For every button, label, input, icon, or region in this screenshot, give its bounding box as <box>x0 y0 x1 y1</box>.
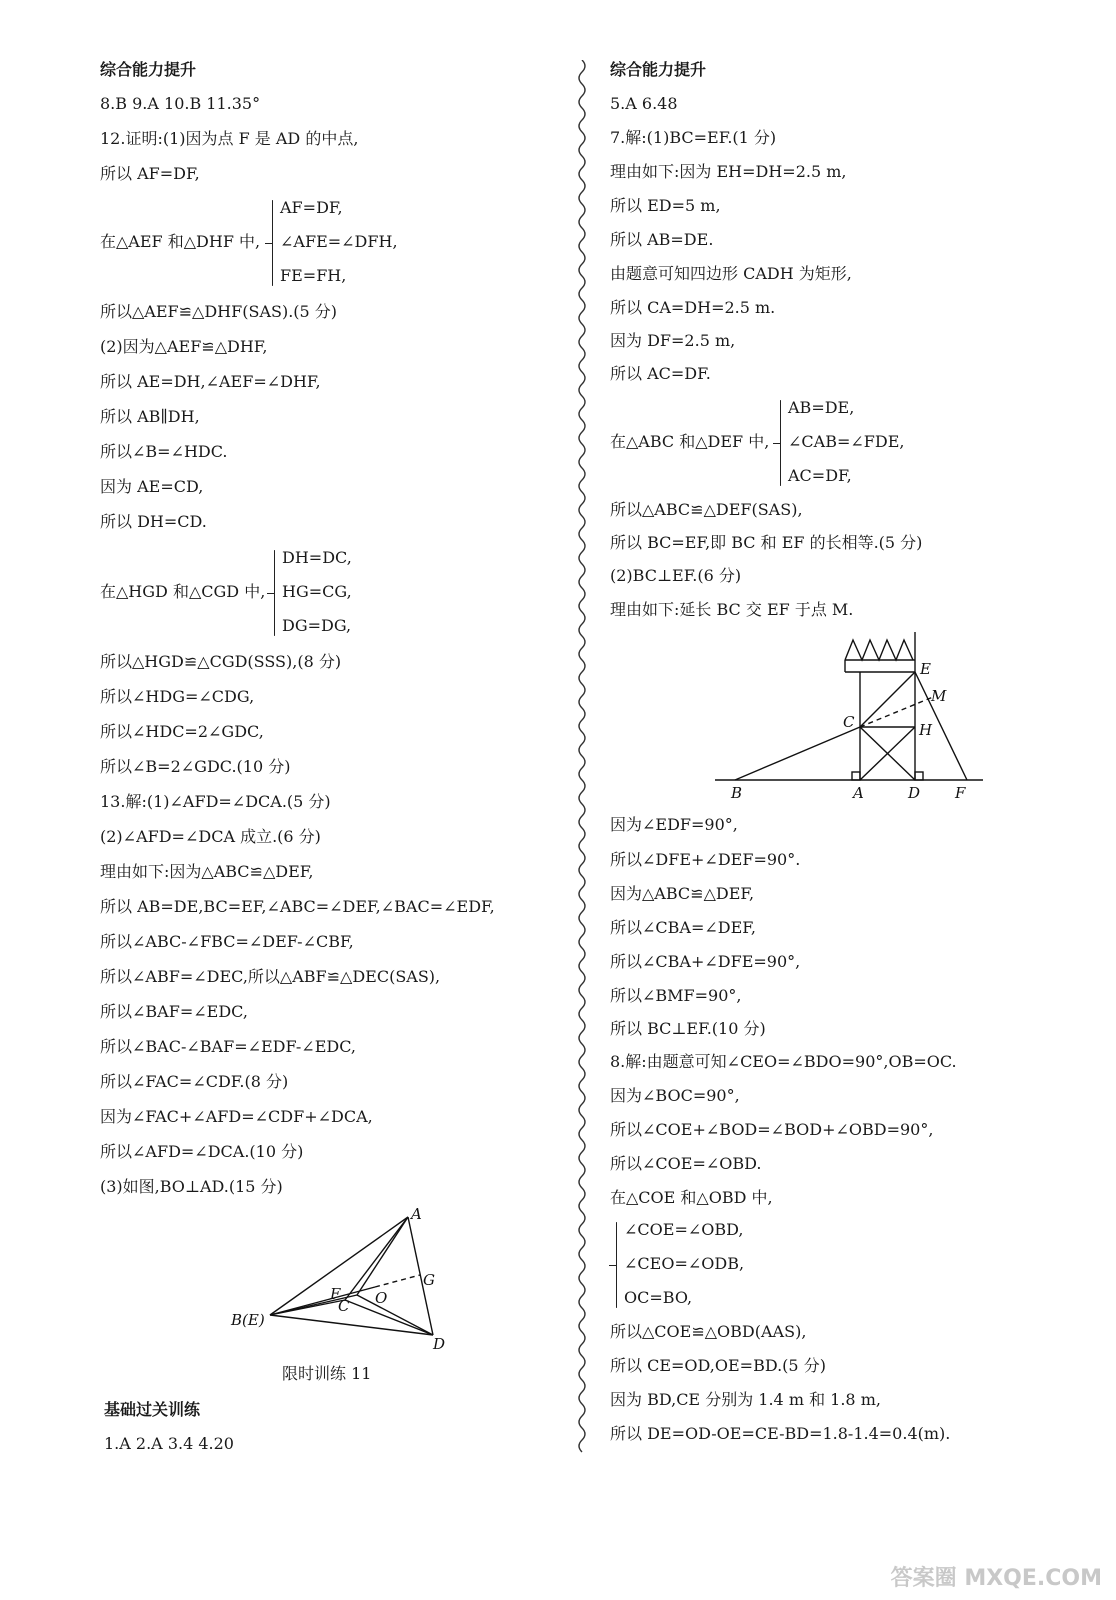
answer-line: 因为 DF=2.5 m, <box>610 331 736 350</box>
answer-line: 所以△COE≌△OBD(AAS), <box>610 1322 807 1341</box>
left-section-header-2: 基础过关训练 <box>104 1400 201 1419</box>
geometry-figure-2 <box>715 632 985 804</box>
answer-line: 所以∠HDG=∠CDG, <box>100 687 255 706</box>
answer-line: 因为∠BOC=90°, <box>610 1086 740 1105</box>
answer-line: 所以∠BAC-∠BAF=∠EDF-∠EDC, <box>100 1037 356 1056</box>
answer-line: 所以 DH=CD. <box>100 512 207 531</box>
answer-line: 13.解:(1)∠AFD=∠DCA.(5 分) <box>100 792 331 811</box>
column-divider <box>572 60 592 1460</box>
fig2-label: D <box>908 784 921 802</box>
answer-line: 因为∠EDF=90°, <box>610 815 738 834</box>
answer-line: 1.A 2.A 3.4 4.20 <box>104 1434 234 1453</box>
system-eq: DG=DG, <box>282 616 352 635</box>
answer-line: 所以 BC=EF,即 BC 和 EF 的长相等.(5 分) <box>610 533 923 552</box>
answer-line: 所以∠DFE+∠DEF=90°. <box>610 850 801 869</box>
answer-line: 所以 BC⊥EF.(10 分) <box>610 1019 766 1038</box>
system-intro: 在△HGD 和△CGD 中, <box>100 582 266 601</box>
answer-line: 理由如下:因为△ABC≌△DEF, <box>100 862 314 881</box>
answer-line: 所以 AB=DE. <box>610 230 714 249</box>
answer-line: 所以∠B=∠HDC. <box>100 442 228 461</box>
system-eq: ∠COE=∠OBD, <box>624 1220 744 1239</box>
answer-line: (2)∠AFD=∠DCA 成立.(6 分) <box>100 827 321 846</box>
system-intro: 在△AEF 和△DHF 中, <box>100 232 261 251</box>
system-eq: FE=FH, <box>280 266 347 285</box>
answer-line: 由题意可知四边形 CADH 为矩形, <box>610 264 852 283</box>
fig1-label: F <box>330 1285 341 1303</box>
answer-line: 因为 BD,CE 分别为 1.4 m 和 1.8 m, <box>610 1390 881 1409</box>
answer-line: (2)BC⊥EF.(6 分) <box>610 566 742 585</box>
answer-line: 所以 AF=DF, <box>100 164 200 183</box>
answer-line: 所以 AC=DF. <box>610 364 711 383</box>
system-eq: AC=DF, <box>788 466 852 485</box>
system-eq: AB=DE, <box>788 398 855 417</box>
answer-line: 因为 AE=CD, <box>100 477 204 496</box>
system-eq: HG=CG, <box>282 582 352 601</box>
fig1-label: B(E) <box>231 1311 265 1329</box>
fig2-label: B <box>731 784 743 802</box>
system-eq: ∠CAB=∠FDE, <box>788 432 905 451</box>
answer-line: 理由如下:因为 EH=DH=2.5 m, <box>610 162 847 181</box>
answer-line: 所以△ABC≌△DEF(SAS), <box>610 500 803 519</box>
system-brace <box>274 550 275 636</box>
answer-line: 所以∠COE=∠OBD. <box>610 1154 762 1173</box>
system-brace <box>780 400 781 486</box>
answer-line: 因为∠FAC+∠AFD=∠CDF+∠DCA, <box>100 1107 373 1126</box>
system-intro: 在△ABC 和△DEF 中, <box>610 432 770 451</box>
system-eq: OC=BO, <box>624 1288 693 1307</box>
right-section-header: 综合能力提升 <box>610 60 707 79</box>
system-eq: AF=DF, <box>280 198 343 217</box>
figure-caption: 限时训练 11 <box>282 1364 372 1383</box>
answer-line: 所以∠HDC=2∠GDC, <box>100 722 264 741</box>
system-eq: ∠AFE=∠DFH, <box>280 232 398 251</box>
answer-line: 所以∠CBA=∠DEF, <box>610 918 756 937</box>
system-eq: DH=DC, <box>282 548 352 567</box>
watermark: 答案圈 MXQE.COM <box>890 1566 1102 1591</box>
fig1-label: C <box>338 1297 350 1315</box>
answer-line: 所以∠AFD=∠DCA.(10 分) <box>100 1142 304 1161</box>
answer-line: 所以∠FAC=∠CDF.(8 分) <box>100 1072 289 1091</box>
answer-line: 所以∠COE+∠BOD=∠BOD+∠OBD=90°, <box>610 1120 934 1139</box>
fig2-label: H <box>919 721 933 739</box>
answer-line: 所以 CA=DH=2.5 m. <box>610 298 776 317</box>
answer-line: 所以∠BAF=∠EDC, <box>100 1002 248 1021</box>
system-brace <box>272 200 273 286</box>
answer-line: 所以∠ABC-∠FBC=∠DEF-∠CBF, <box>100 932 354 951</box>
answer-line: 12.证明:(1)因为点 F 是 AD 的中点, <box>100 129 359 148</box>
answer-line: 8.解:由题意可知∠CEO=∠BDO=90°,OB=OC. <box>610 1052 957 1071</box>
answer-line: 所以 ED=5 m, <box>610 196 721 215</box>
fig2-label: C <box>843 713 855 731</box>
answer-line: 在△COE 和△OBD 中, <box>610 1188 773 1207</box>
fig1-label: A <box>411 1205 422 1223</box>
answer-line: 所以∠CBA+∠DFE=90°, <box>610 952 801 971</box>
answer-line: 所以∠ABF=∠DEC,所以△ABF≌△DEC(SAS), <box>100 967 441 986</box>
fig1-label: D <box>433 1335 446 1353</box>
fig2-label: E <box>920 660 931 678</box>
geometry-figure-1 <box>225 1205 465 1360</box>
fig1-label: O <box>375 1289 388 1307</box>
answer-line: 所以∠B=2∠GDC.(10 分) <box>100 757 291 776</box>
answer-line: 所以 DE=OD-OE=CE-BD=1.8-1.4=0.4(m). <box>610 1424 951 1443</box>
system-brace <box>616 1222 617 1308</box>
answer-line: 所以 CE=OD,OE=BD.(5 分) <box>610 1356 826 1375</box>
answer-line: 8.B 9.A 10.B 11.35° <box>100 94 261 113</box>
fig2-label: M <box>931 687 947 705</box>
answer-line: (2)因为△AEF≌△DHF, <box>100 337 268 356</box>
answer-line: 所以△AEF≌△DHF(SAS).(5 分) <box>100 302 338 321</box>
fig1-label: G <box>423 1271 435 1289</box>
answer-line: 所以∠BMF=90°, <box>610 986 742 1005</box>
answer-line: 所以 AB∥DH, <box>100 407 200 426</box>
system-eq: ∠CEO=∠ODB, <box>624 1254 745 1273</box>
answer-line: 理由如下:延长 BC 交 EF 于点 M. <box>610 600 854 619</box>
answer-line: 7.解:(1)BC=EF.(1 分) <box>610 128 777 147</box>
answer-line: 所以 AB=DE,BC=EF,∠ABC=∠DEF,∠BAC=∠EDF, <box>100 897 495 916</box>
fig2-label: A <box>853 784 864 802</box>
fig2-label: F <box>955 784 966 802</box>
answer-line: 5.A 6.48 <box>610 94 678 113</box>
answer-line: 所以△HGD≌△CGD(SSS),(8 分) <box>100 652 342 671</box>
left-section-header: 综合能力提升 <box>100 60 197 79</box>
answer-line: 所以 AE=DH,∠AEF=∠DHF, <box>100 372 321 391</box>
answer-line: 因为△ABC≌△DEF, <box>610 884 755 903</box>
answer-line: (3)如图,BO⊥AD.(15 分) <box>100 1177 283 1196</box>
